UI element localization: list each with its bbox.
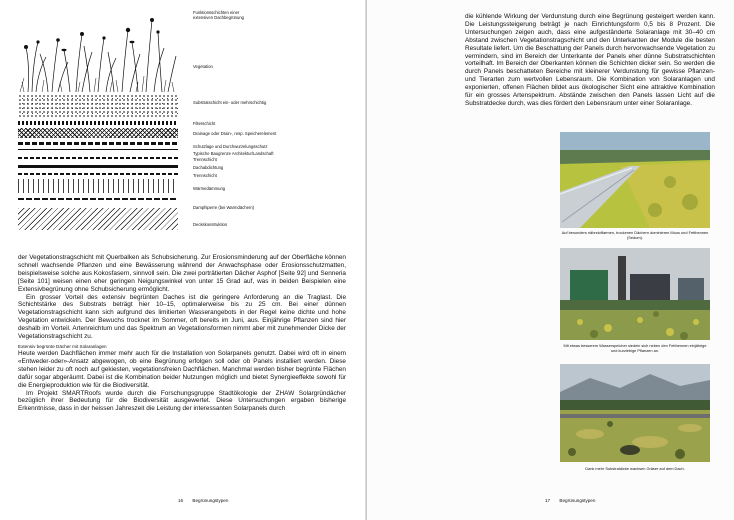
photo-caption-3: Dank mehr Substratdicke wachsen Gräser auf dem Dach. — [585, 466, 685, 471]
photo-caption-1: Auf besonders nährstoffarmen, trockenen Dächern dominieren Moos und Fetthennen (Sedum). — [561, 230, 709, 240]
label-insulation: Wärmedämmung — [193, 186, 226, 191]
label-waterproofing: Dachabdichtung — [193, 165, 224, 170]
deck-layer — [18, 208, 178, 230]
right-footer — [545, 498, 603, 503]
photo-caption-2: Mit etwas besserem Wasserspeicher siedeln sich neben den Fetthennen einjährige und kurzlebige Pflanzen an. — [563, 343, 707, 353]
paragraph: Ein grosser Vorteil des extensiv begrünten Daches ist die geringere Anforderung an die Traglast. Die Schichtstärke des Substrats beträgt hier 10–15, optimalerweise bis zu 25 cm. Bei einer dünnen Vegetationstragschicht kann sich aufgrund des limitierten Wasserangebots in der Regel keine dichte und hohe Vegetation entwickeln. Der Bewuchs trocknet im Sommer, oft bereits im Juni, aus. Einjährige Pflanzen sind hier deshalb im Vorteil. Artenreichtum und das Spektrum an Vegetationsformen nimmt aber mit zunehmender Dicke der Vegetationstragschicht zu. — [18, 293, 346, 341]
page-number: 17 — [545, 498, 551, 503]
right-body-text — [465, 13, 715, 108]
drainage-layer — [18, 128, 178, 138]
photo-green-roof-grasses — [560, 364, 710, 462]
photo-green-roof-annuals — [560, 248, 710, 340]
layer-diagram — [18, 8, 358, 248]
paragraph: Heute werden Dachflächen immer mehr auch für die Installation von Solarpanels genutzt. Dabei wird oft in einem «Entweder-oder»-Ansatz abgewogen, ob eine Begrünung erfolgen soll oder ob Panels installiert werden. Diese stehen leider zu oft noch auf gekiesten, vegetationsfreien Dachflächen. Manchmal werden bisher begrünte Flächen dafür sogar abgeräumt. Dabei ist die Kombination beider Nutzungen möglich und bietet Synergieeffekte sowohl für die Energieproduktion wie für die Biodiversität. — [18, 349, 346, 389]
label-protection: Schutzlage und Durchwurzelungsschutz — [193, 144, 268, 149]
right-page — [367, 0, 734, 520]
substrate-layer — [18, 94, 178, 118]
label-substrate: Substratschicht ein- oder mehrschichtig — [193, 100, 267, 105]
protection-layer — [18, 142, 178, 145]
diagram-title: Funktionsschichten einer extensiven Dachbegrünung — [193, 10, 244, 20]
waterproofing-layer — [18, 165, 178, 168]
filter-layer — [18, 121, 178, 125]
left-body-text — [18, 254, 346, 413]
subheading: Extensiv begrünte Dächer mit Solaranlagen — [18, 343, 107, 349]
label-vapour-barrier: Dampfsperre (bei Warmdächern) — [193, 205, 255, 210]
paragraph: der Vegetationstragschicht mit Querbalken als Schubsicherung. Zur Erosionsminderung auf der Oberfläche können schnell wachsende Pflanzen und eine Bewässerung während der Anwachsphase oder Erosionsschutzmatten, beispielsweise solche aus Kokosfasern, sinnvoll sein. Die zwei porträtierten Dächer Asphof [Seite 92] und Senneria [Seite 101] weisen einen eher geringen Neigungswinkel von unter 15 Grad auf, was in beiden Beispielen eine Extensivbegrünung ohne Schubsicherung ermöglicht. — [18, 254, 346, 293]
separation-layer-1 — [18, 157, 178, 159]
section-name: Begrünungstypen — [192, 498, 229, 503]
boundary-line — [18, 149, 178, 150]
insulation-layer — [18, 179, 178, 193]
separation-layer-2 — [18, 173, 178, 175]
label-drainage: Drainage oder Drain-, resp. Speicherelement — [193, 131, 277, 136]
paragraph: die kühlende Wirkung der Verdunstung durch eine Begrünung gesteigert werden kann. Die Leistungssteigerung beträgt je nach Einrichtungsform 0,5 bis 8 Prozent. Die Untersuchungen zeigen auch, dass eine aufgeständerte Solaranlage mit 30–40 cm Abstand zwischen Vegetationstragschicht und den Unterkanten der Module die besten Resultate liefert. Um die Beschattung der Panels durch hervorwachsende Vegetation zu vermindern, sind im Bereich der Unterkante der Panels eher dünne Substratschichten vorteilhaft. Im Bereich der Oberkanten können die Schichten dicker sein. So werden die durch Panels beschatteten Bereiche mit kleinerer Verdunstung für gewisse Pflanzen- und Tierarten zum wertvollen Lebensraum. Die Kombination von Solaranlagen und exponierten, offenen Flächen bildet aus ökologischer Sicht eine attraktive Kombination für ein grosses Artenspektrum. Abstände zwischen den Panels lassen Licht auf die Substratdecke durch, was dies fördert den Lebensraum unter einer Solaranlage. — [465, 13, 715, 107]
label-boundary: Typische Baugrenze Architektur/Landschaft — [193, 151, 274, 156]
label-separation-2: Trennschicht — [193, 173, 217, 178]
vapour-barrier-layer — [18, 198, 178, 200]
label-deck: Deckskonstruktion — [193, 222, 228, 227]
photo-green-roof-sedum — [560, 132, 710, 228]
page-number: 16 — [178, 498, 184, 503]
left-footer — [178, 498, 236, 503]
vegetation-illustration — [18, 12, 178, 92]
paragraph: Im Projekt SMARTRoofs wurde durch die Forschungsgruppe Stadtökologie der ZHAW Solargründächer bezüglich ihrer Bedeutung für die Biodiversität ausgewertet. Diese Untersuchungen ergaben bisherige Erkenntnisse, dass in der heissen Jahreszeit die Leistung der interessanten Solarpanels durch — [18, 389, 346, 413]
label-separation-1: Trennschicht — [193, 157, 217, 162]
label-vegetation: Vegetation — [193, 64, 213, 69]
label-filter: Filterschicht — [193, 121, 216, 126]
section-name: Begrünungstypen — [559, 498, 596, 503]
